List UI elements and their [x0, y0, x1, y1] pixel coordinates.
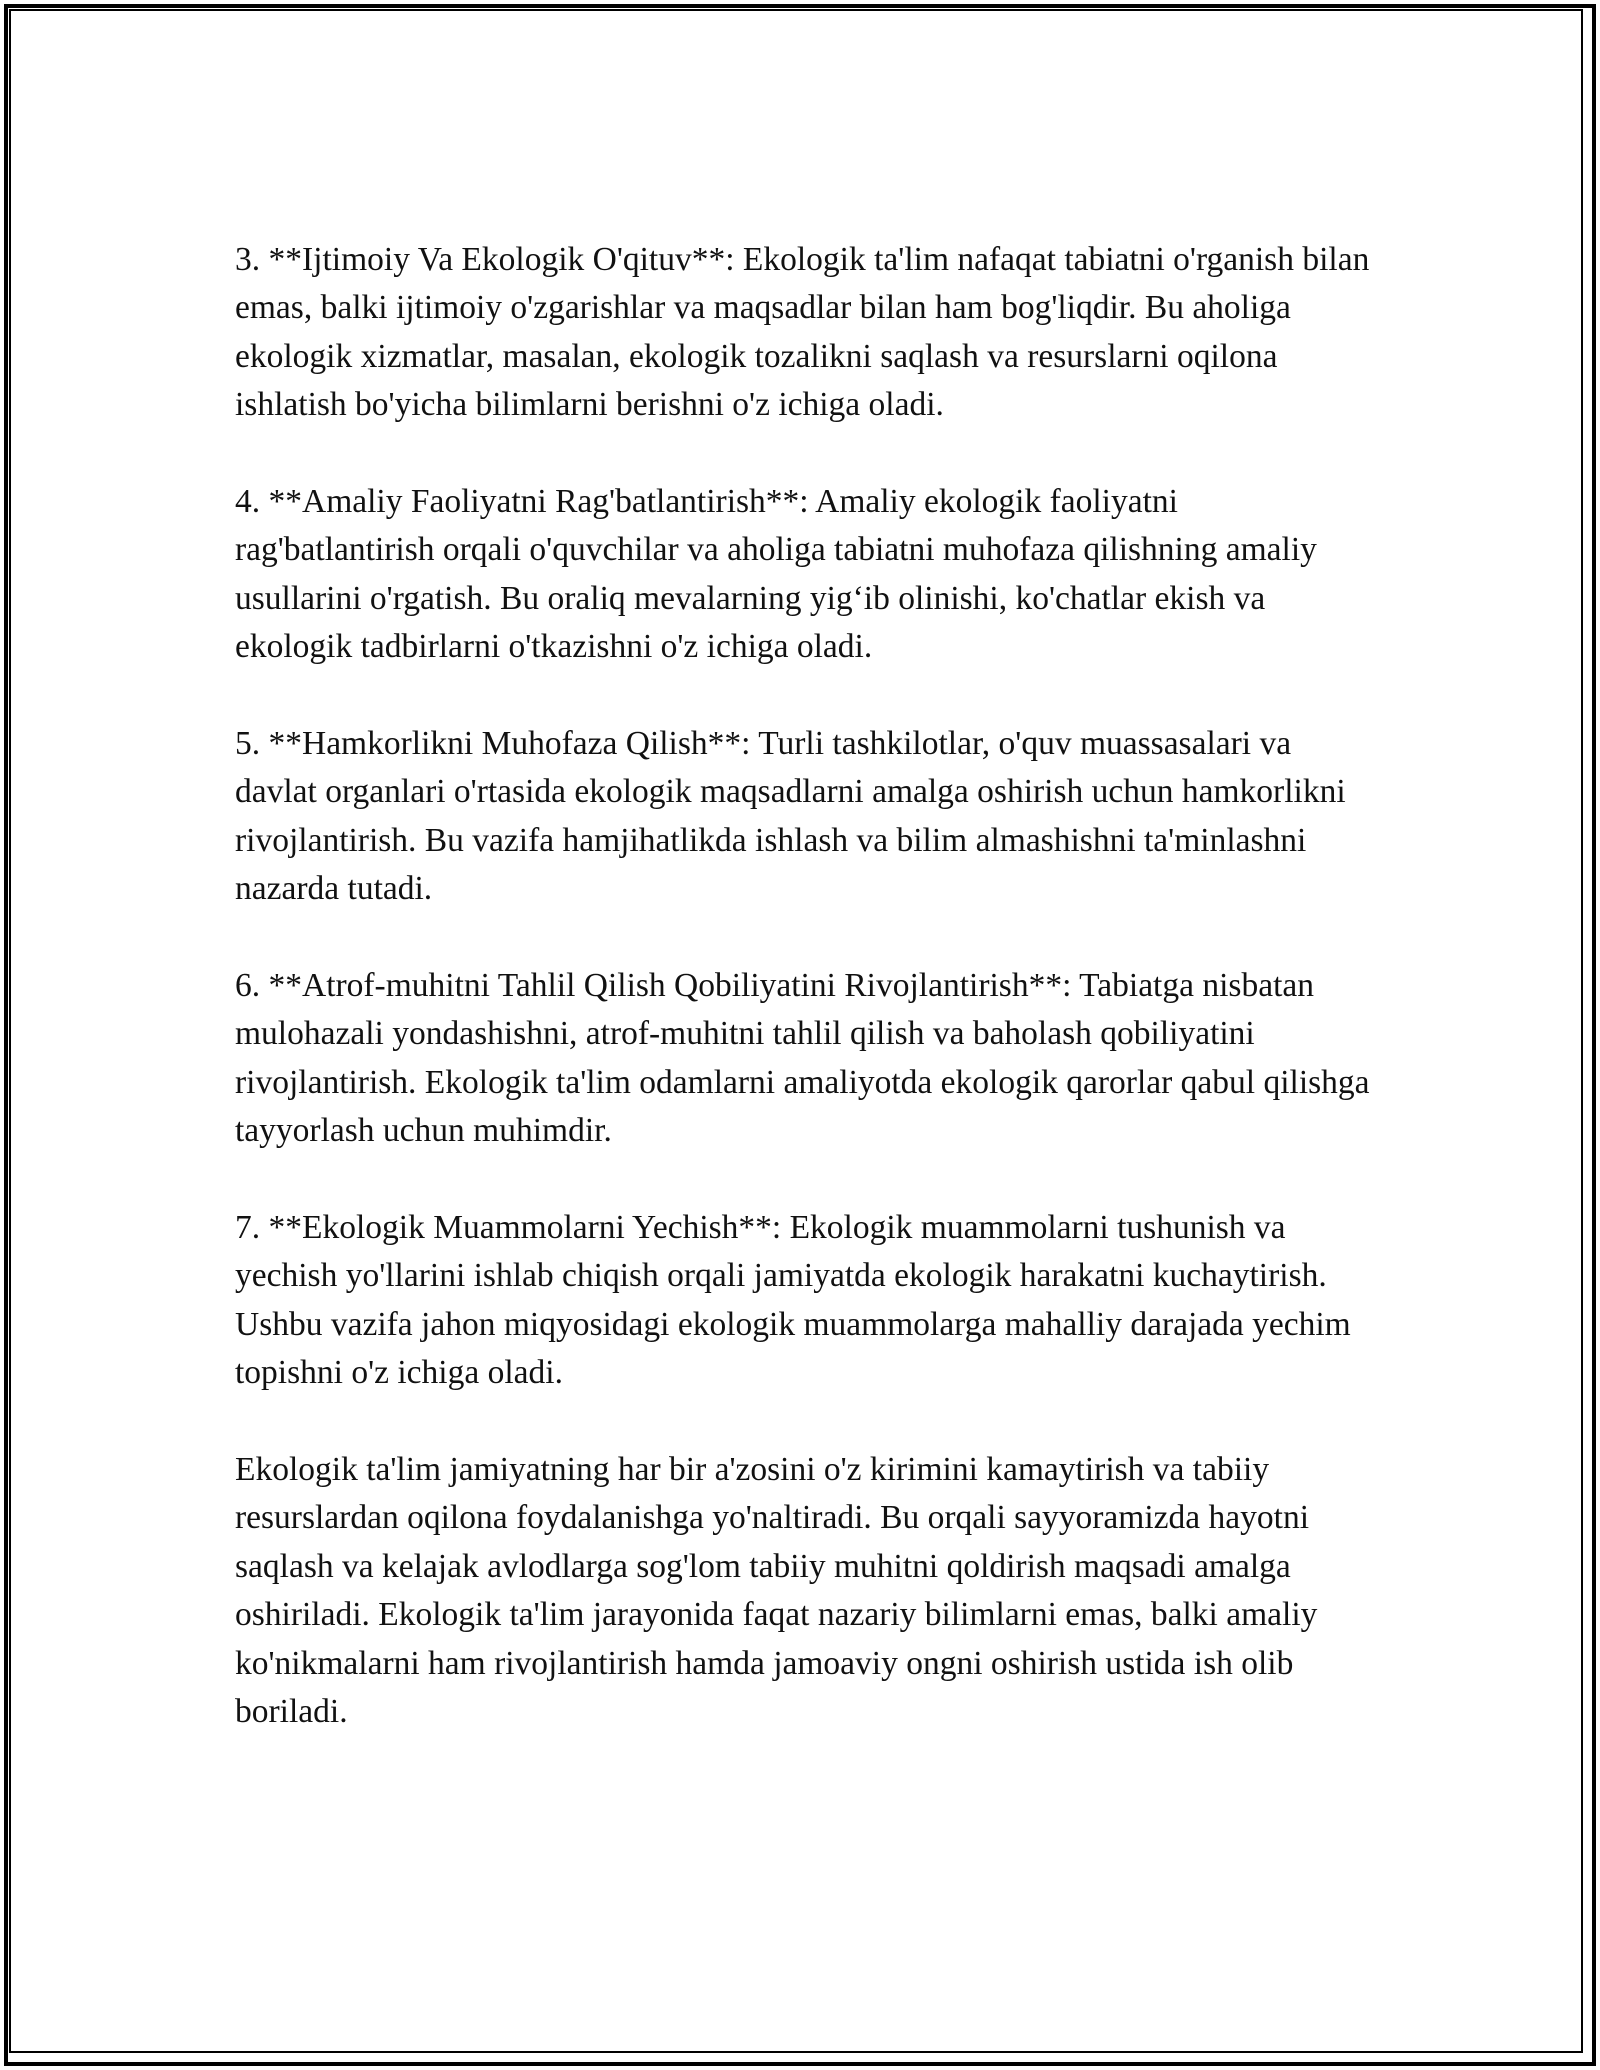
document-body — [235, 236, 1375, 1785]
paragraph-6-environment-analysis: 6. **Atrof-muhitni Tahlil Qilish Qobiliyatini Rivojlantirish**: Tabiatga nisbatan mulohazali yondashishni, atrof-muhitni tahlil qilish va baholash qobiliyatini rivojlantirish. Ekologik ta'lim odamlarni amaliyotda ekologik qarorlar qabul qilishga tayyorlash uchun muhimdir. — [235, 967, 1370, 1150]
paragraph-conclusion: Ekologik ta'lim jamiyatning har bir a'zosini o'z kirimini kamaytirish va tabiiy resurslardan oqilona foydalanishga yo'naltiradi. Bu orqali sayyoramizda hayotni saqlash va kelajak avlodlarga sog'lom tabiiy muhitni qoldirish maqsadi amalga oshiriladi. Ekologik ta'lim jarayonida faqat nazariy bilimlarni emas, balki amaliy ko'nikmalarni ham rivojlantirish hamda jamoaviy ongni oshirish ustida ish olib boriladi. — [235, 1451, 1318, 1731]
paragraph-4-practical-activity: 4. **Amaliy Faoliyatni Rag'batlantirish**: Amaliy ekologik faoliyatni rag'batlantirish orqali o'quvchilar va aholiga tabiatni muhofaza qilishning amaliy usullarini o'rgatish. Bu oraliq mevalarning yig‘ib olinishi, ko'chatlar ekish va ekologik tadbirlarni o'tkazishni o'z ichiga oladi. — [235, 483, 1317, 666]
paragraph-7-ecological-problems: 7. **Ekologik Muammolarni Yechish**: Ekologik muammolarni tushunish va yechish yo'llarini ishlab chiqish orqali jamiyatda ekologik harakatni kuchaytirish. Ushbu vazifa jahon miqyosidagi ekologik muammolarga mahalliy darajada yechim topishni o'z ichiga oladi. — [235, 1209, 1351, 1392]
paragraph-3-social-ecological-education: 3. **Ijtimoiy Va Ekologik O'qituv**: Ekologik ta'lim nafaqat tabiatni o'rganish bilan emas, balki ijtimoiy o'zgarishlar va maqsadlar bilan ham bog'liqdir. Bu aholiga ekologik xizmatlar, masalan, ekologik tozalikni saqlash va resurslarni oqilona ishlatish bo'yicha bilimlarni berishni o'z ichiga oladi. — [235, 241, 1370, 424]
paragraph-5-cooperation: 5. **Hamkorlikni Muhofaza Qilish**: Turli tashkilotlar, o'quv muassasalari va davlat organlari o'rtasida ekologik maqsadlarni amalga oshirish uchun hamkorlikni rivojlantirish. Bu vazifa hamjihatlikda ishlash va bilim almashishni ta'minlashni nazarda tutadi. — [235, 725, 1346, 908]
